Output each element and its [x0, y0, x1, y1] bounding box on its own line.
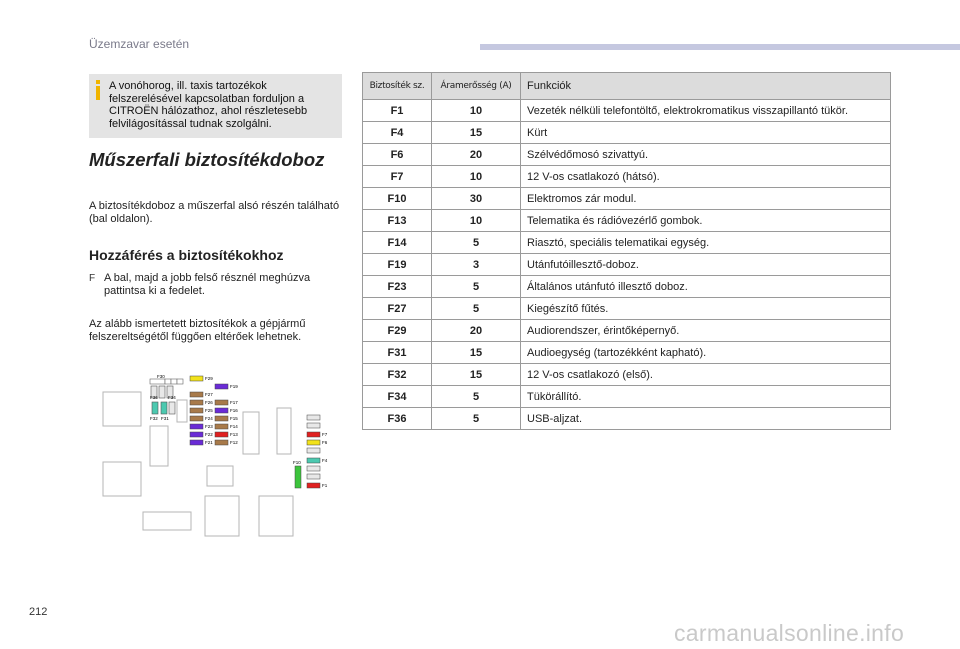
fuse-number-cell: F10	[363, 188, 432, 210]
table-header-row	[363, 73, 891, 100]
amperage-cell: 15	[432, 364, 521, 386]
amperage-cell: 5	[432, 298, 521, 320]
label-f4: F4	[322, 458, 328, 463]
function-cell: Riasztó, speciális telematikai egység.	[521, 232, 891, 254]
fuse-number-cell: F1	[363, 100, 432, 122]
table-row	[363, 386, 891, 408]
amperage-cell: 3	[432, 254, 521, 276]
label-f13: F13	[230, 432, 238, 437]
amperage-cell: 10	[432, 166, 521, 188]
amperage-cell: 30	[432, 188, 521, 210]
label-f22: F22	[205, 432, 213, 437]
label-f29: F29	[205, 376, 213, 381]
label-f24: F24	[205, 416, 213, 421]
table-row	[363, 342, 891, 364]
fuse-table	[362, 72, 891, 430]
subheading: Hozzáférés a biztosítékokhoz	[89, 247, 284, 263]
function-cell: Utánfutóillesztő-doboz.	[521, 254, 891, 276]
section-title: Műszerfali biztosítékdoboz	[89, 149, 325, 170]
label-f1: F1	[322, 483, 328, 488]
amperage-cell: 5	[432, 232, 521, 254]
label-f19: F19	[230, 384, 238, 389]
table-row	[363, 276, 891, 298]
fuse-number-cell: F23	[363, 276, 432, 298]
fuse-number-cell: F29	[363, 320, 432, 342]
function-cell: Tükörállító.	[521, 386, 891, 408]
bullet-mark: F	[89, 273, 96, 284]
amperage-cell: 10	[432, 100, 521, 122]
fuse-number-cell: F4	[363, 122, 432, 144]
table-row	[363, 210, 891, 232]
label-f15: F15	[230, 416, 238, 421]
label-f16: F16	[230, 408, 238, 413]
label-f36: F36	[150, 395, 158, 400]
fuse-number-cell: F31	[363, 342, 432, 364]
label-f12: F12	[230, 440, 238, 445]
label-f25: F25	[205, 408, 213, 413]
label-f17: F17	[230, 400, 238, 405]
page-number: 212	[29, 606, 48, 618]
label-f21: F21	[205, 440, 213, 445]
function-cell: Elektromos zár modul.	[521, 188, 891, 210]
table-row	[363, 100, 891, 122]
fuse-number-cell: F19	[363, 254, 432, 276]
header-bar	[480, 44, 960, 50]
intro-text: A biztosítékdoboz a műszerfal alsó részén található (bal oldalon).	[89, 200, 340, 225]
label-f32: F32	[150, 416, 158, 421]
label-f6: F6	[322, 440, 328, 445]
table-row	[363, 122, 891, 144]
label-f10: F10	[293, 460, 301, 465]
table-row	[363, 364, 891, 386]
table-row	[363, 232, 891, 254]
function-cell: Kürt	[521, 122, 891, 144]
table-row	[363, 166, 891, 188]
fuse-number-cell: F13	[363, 210, 432, 232]
amperage-cell: 5	[432, 386, 521, 408]
fuse-number-cell: F34	[363, 386, 432, 408]
label-f30: F30	[157, 374, 165, 379]
function-cell: Audioegység (tartozékként kapható).	[521, 342, 891, 364]
amperage-cell: 20	[432, 320, 521, 342]
amperage-cell: 10	[432, 210, 521, 232]
fuse-number-cell: F14	[363, 232, 432, 254]
amperage-cell: 15	[432, 122, 521, 144]
table-row	[363, 188, 891, 210]
label-f27: F27	[205, 392, 213, 397]
function-cell: Kiegészítő fűtés.	[521, 298, 891, 320]
column-header-amperage: Áramerősség (A)	[432, 73, 521, 100]
function-cell: Vezeték nélküli telefontöltő, elektrokromatikus visszapillantó tükör.	[521, 100, 891, 122]
function-cell: Telematika és rádióvezérlő gombok.	[521, 210, 891, 232]
function-cell: Szélvédőmosó szivattyú.	[521, 144, 891, 166]
info-text: A vonóhorog, ill. taxis tartozékok felszerelésével kapcsolatban forduljon a CITROËN hálózathoz, ahol részletesebb felvilágosítással tudnak szolgálni.	[109, 80, 308, 130]
amperage-cell: 20	[432, 144, 521, 166]
function-cell: USB-aljzat.	[521, 408, 891, 430]
table-row	[363, 254, 891, 276]
label-f26: F26	[205, 400, 213, 405]
fuse-number-cell: F36	[363, 408, 432, 430]
table-row	[363, 408, 891, 430]
note-text: Az alább ismertetett biztosítékok a gépjármű felszereltségétől függően eltérőek lehetnek.	[89, 318, 306, 343]
amperage-cell: 5	[432, 276, 521, 298]
info-icon	[95, 80, 101, 100]
label-f14r: F14	[230, 424, 238, 429]
label-f7: F7	[322, 432, 328, 437]
amperage-cell: 15	[432, 342, 521, 364]
bullet-text: A bal, majd a jobb felső résznél meghúzva pattintsa ki a fedelet.	[104, 272, 311, 297]
label-f34: F34	[168, 395, 176, 400]
info-box	[89, 74, 342, 138]
function-cell: 12 V-os csatlakozó (első).	[521, 364, 891, 386]
fuse-number-cell: F7	[363, 166, 432, 188]
function-cell: 12 V-os csatlakozó (hátsó).	[521, 166, 891, 188]
fuse-number-cell: F6	[363, 144, 432, 166]
fuse-box-diagram	[95, 370, 345, 540]
table-row	[363, 298, 891, 320]
label-f31: F31	[161, 416, 169, 421]
fuse-number-cell: F27	[363, 298, 432, 320]
function-cell: Általános utánfutó illesztő doboz.	[521, 276, 891, 298]
fuse-number-cell: F32	[363, 364, 432, 386]
label-f23: F23	[205, 424, 213, 429]
column-header-fuse-number: Biztosíték sz.	[363, 73, 432, 100]
table-row	[363, 144, 891, 166]
watermark: carmanualsonline.info	[674, 620, 905, 646]
column-header-functions: Funkciók	[521, 73, 891, 100]
header-title: Üzemzavar esetén	[89, 37, 190, 51]
table-row	[363, 320, 891, 342]
function-cell: Audiorendszer, érintőképernyő.	[521, 320, 891, 342]
amperage-cell: 5	[432, 408, 521, 430]
